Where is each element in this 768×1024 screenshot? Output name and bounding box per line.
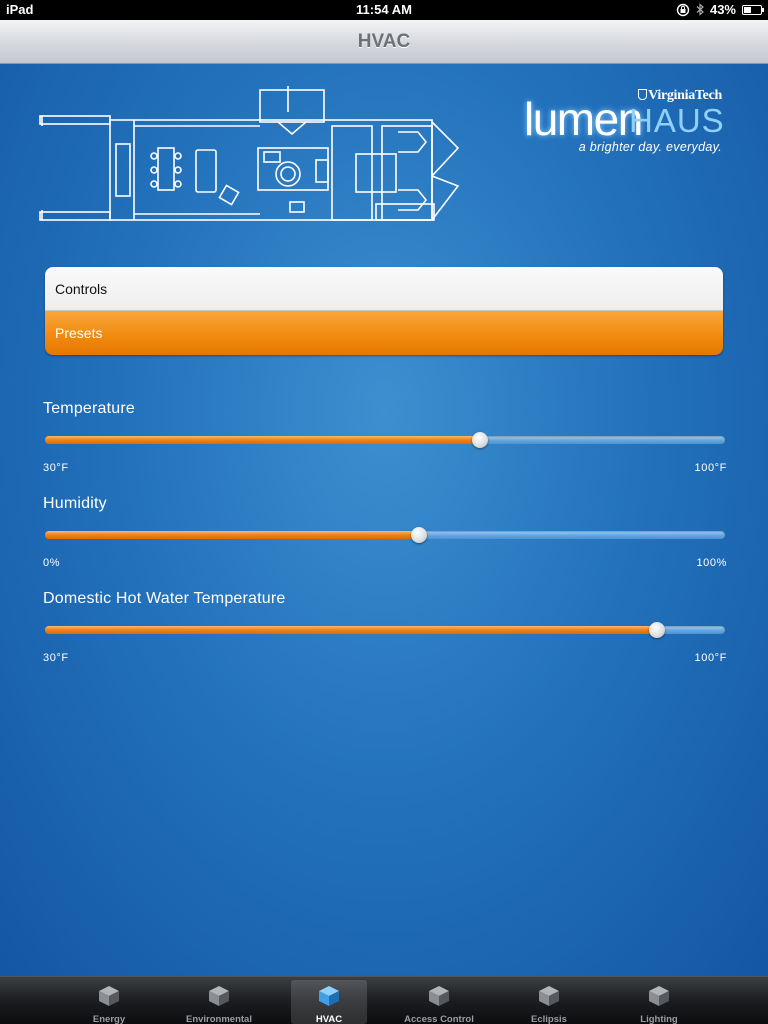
- floor-plan-diagram: [38, 86, 463, 230]
- cube-icon: [318, 985, 340, 1007]
- tab-energy[interactable]: [71, 980, 147, 1024]
- bluetooth-icon: [696, 3, 704, 16]
- menu-item-controls[interactable]: [45, 267, 723, 311]
- slider-range: [43, 557, 727, 569]
- slider-fill: [45, 436, 480, 444]
- humidity-slider[interactable]: [45, 531, 725, 539]
- slider-thumb[interactable]: [649, 622, 665, 638]
- slider-range: [43, 462, 727, 474]
- slider-thumb[interactable]: [411, 527, 427, 543]
- slider-label: Temperature: [43, 400, 136, 417]
- slider-label: Humidity: [43, 495, 107, 512]
- slider-min-label: 30°F: [43, 462, 69, 474]
- tab-eclipsis[interactable]: [511, 980, 587, 1024]
- slider-max-label: 100%: [696, 557, 727, 569]
- main-content: [0, 64, 768, 976]
- mode-menu: [45, 267, 723, 355]
- hot-water-temperature-slider[interactable]: [45, 626, 725, 634]
- virginia-tech-wordmark: VirginiaTech: [638, 88, 722, 104]
- slider-min-label: 0%: [43, 557, 61, 569]
- hot-water-slider-group: [43, 590, 727, 664]
- logo-tagline: a brighter day. everyday.: [578, 140, 722, 154]
- temperature-slider[interactable]: [45, 436, 725, 444]
- nav-bar: [0, 20, 768, 64]
- lumenhaus-logo: [520, 88, 728, 158]
- tab-access-control[interactable]: [401, 980, 477, 1024]
- cube-icon: [648, 985, 670, 1007]
- slider-fill: [45, 626, 657, 634]
- slider-max-label: 100°F: [694, 652, 727, 664]
- humidity-slider-group: [43, 495, 727, 569]
- logo-lumen-text: lumen: [524, 93, 642, 145]
- tab-label: Eclipsis: [531, 1014, 567, 1024]
- battery-icon: [742, 5, 762, 15]
- menu-item-label: Controls: [55, 281, 108, 297]
- tab-label: Energy: [92, 1014, 126, 1024]
- cube-icon: [428, 985, 450, 1007]
- menu-item-presets[interactable]: [45, 311, 723, 355]
- slider-range: [43, 652, 727, 664]
- cube-icon: [98, 985, 120, 1007]
- logo-haus-text: HAUS: [629, 102, 725, 139]
- status-indicators: [676, 2, 762, 17]
- tab-hvac[interactable]: [291, 980, 367, 1024]
- slider-min-label: 30°F: [43, 652, 69, 664]
- slider-thumb[interactable]: [472, 432, 488, 448]
- tab-label: Access Control: [404, 1014, 474, 1024]
- battery-percent: 43%: [709, 2, 736, 17]
- tab-environmental[interactable]: [181, 980, 257, 1024]
- tab-lighting[interactable]: [621, 980, 697, 1024]
- page-title: HVAC: [357, 31, 411, 52]
- device-name: iPad: [6, 2, 34, 17]
- slider-fill: [45, 531, 419, 539]
- status-bar: [0, 0, 768, 20]
- slider-label: Domestic Hot Water Temperature: [43, 590, 286, 607]
- tab-label: Environmental: [186, 1014, 252, 1024]
- temperature-slider-group: [43, 400, 727, 474]
- menu-item-label: Presets: [55, 325, 103, 341]
- rotation-lock-icon: [676, 3, 690, 17]
- clock: 11:54 AM: [356, 2, 412, 17]
- tab-label: HVAC: [315, 1014, 343, 1024]
- tab-label: Lighting: [640, 1014, 678, 1024]
- cube-icon: [208, 985, 230, 1007]
- slider-max-label: 100°F: [694, 462, 727, 474]
- cube-icon: [538, 985, 560, 1007]
- tab-bar: [0, 976, 768, 1024]
